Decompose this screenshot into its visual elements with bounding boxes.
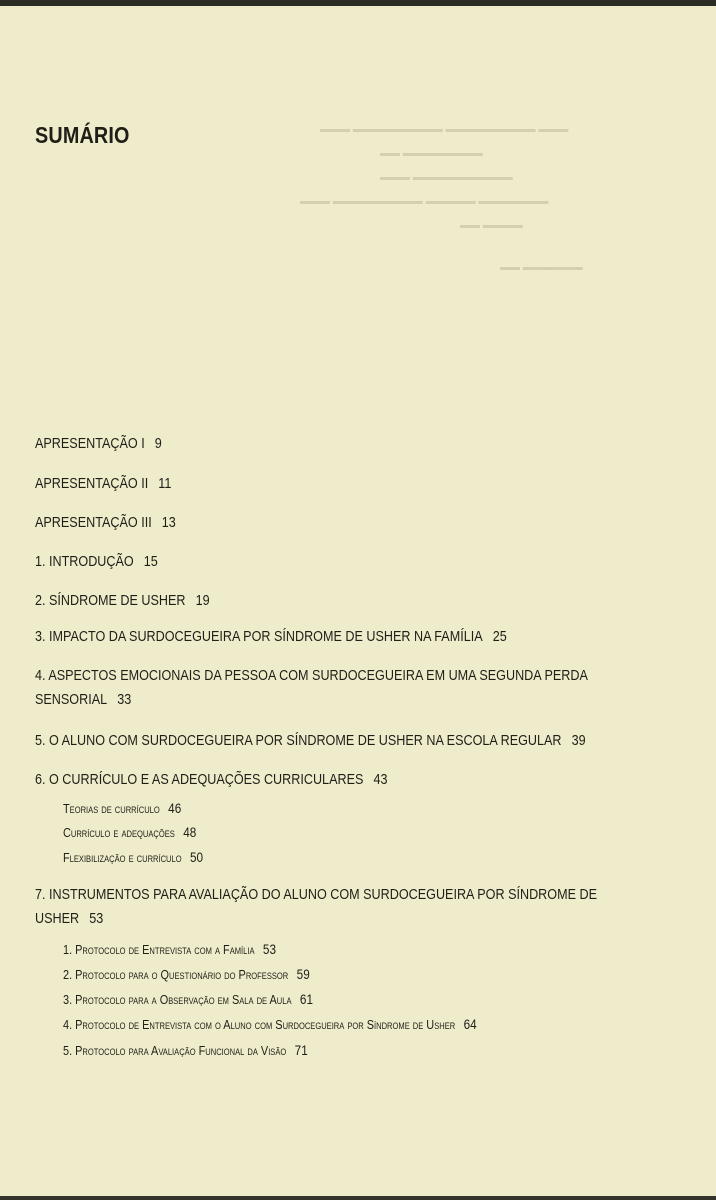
toc-subentry: 4. Protocolo de Entrevista com o Aluno com Surdocegueira por Síndrome de Usher 64	[63, 1016, 477, 1032]
toc-entry: 7. INSTRUMENTOS PARA AVALIAÇÃO DO ALUNO COM SURDOCEGUEIRA POR SÍNDROME DE USHER 53	[35, 886, 597, 927]
show-through-line: ▬▬▬▬▬▬▬▬ ▬▬	[380, 148, 483, 159]
page-title: SUMÁRIO	[35, 122, 130, 148]
top-edge-shadow	[0, 0, 716, 6]
toc-subentry: Flexibilização e currículo 50	[63, 849, 204, 865]
toc-entry: APRESENTAÇÃO I 9	[35, 435, 162, 452]
show-through-line: ▬▬▬ ▬▬▬▬▬▬▬▬▬ ▬▬▬▬▬▬▬▬▬ ▬▬▬	[320, 124, 569, 135]
toc-subentry: Teorias de currículo 46	[63, 800, 182, 816]
toc-entry: 3. IMPACTO DA SURDOCEGUEIRA POR SÍNDROME DE USHER NA FAMÍLIA 25	[35, 628, 507, 645]
toc-entry: APRESENTAÇÃO II 11	[35, 475, 172, 492]
toc-entry: 1. INTRODUÇÃO 15	[35, 553, 158, 570]
toc-entry: 2. SÍNDROME DE USHER 19	[35, 592, 210, 609]
toc-entry: 6. O CURRÍCULO E AS ADEQUAÇÕES CURRICULARES 43	[35, 771, 388, 788]
show-through-line: ▬▬▬▬▬▬▬ ▬▬▬▬▬ ▬▬▬▬▬▬▬▬▬ ▬▬▬	[300, 196, 549, 207]
bottom-edge-shadow	[0, 1196, 716, 1200]
toc-subentry: Currículo e adequações 48	[63, 824, 197, 840]
toc-subentry: 2. Protocolo para o Questionário do Professor 59	[63, 966, 310, 982]
toc-subentry: 3. Protocolo para a Observação em Sala de Aula 61	[63, 991, 314, 1007]
toc-subentry: 1. Protocolo de Entrevista com a Família 53	[63, 941, 277, 957]
toc-subentry: 5. Protocolo para Avaliação Funcional da Visão 71	[63, 1042, 308, 1058]
toc-entry: APRESENTAÇÃO III 13	[35, 514, 176, 531]
toc-entry: 5. O ALUNO COM SURDOCEGUEIRA POR SÍNDROME DE USHER NA ESCOLA REGULAR 39	[35, 732, 586, 749]
toc-entry: 4. ASPECTOS EMOCIONAIS DA PESSOA COM SURDOCEGUEIRA EM UMA SEGUNDA PERDA SENSORIAL 33	[35, 667, 588, 708]
show-through-line: ▬▬▬▬ ▬▬	[460, 220, 523, 231]
show-through-line: ▬▬▬▬▬▬ ▬▬	[500, 262, 583, 273]
show-through-line: ▬▬▬▬▬▬▬▬▬▬ ▬▬▬	[380, 172, 513, 183]
